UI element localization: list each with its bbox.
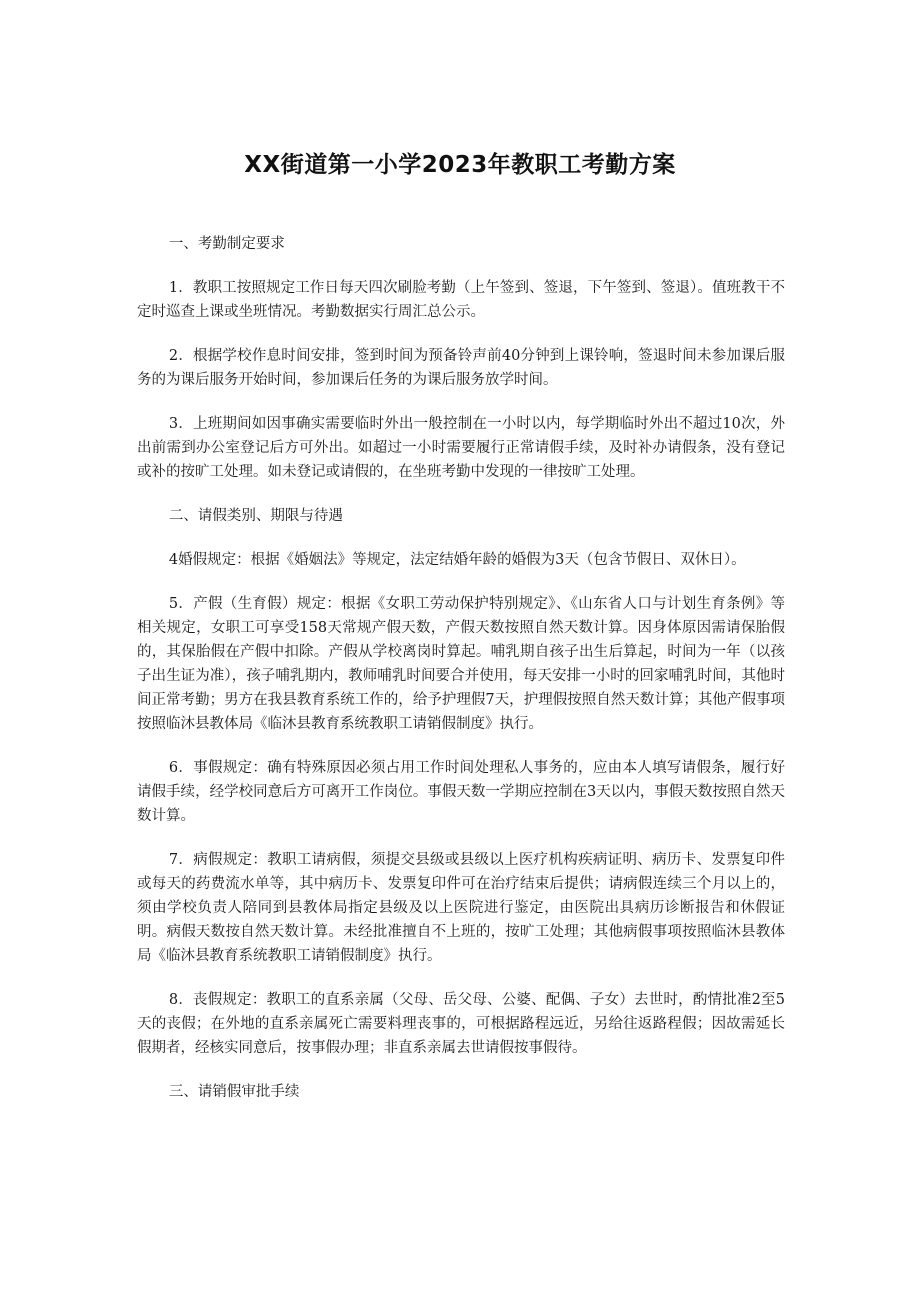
paragraph: 5．产假（生育假）规定：根据《女职工劳动保护特别规定》、《山东省人口与计划生育条例》等相关规定，女职工可享受158天常规产假天数，产假天数按照自然天数计算。因身体原因需请保胎假的，其保胎假在产假中扣除。产假从学校离岗时算起。哺乳期自孩子出生后算起，时间为一年（以孩子出生证为准），孩子哺乳期内，教师哺乳时间要合并使用，每天安排一小时的回家哺乳时间，其他时间正常考勤；男方在我县教育系统工作的，给予护理假7天，护理假按照自然天数计算；其他产假事项按照临沐县教体局《临沐县教育系统教职工请销假制度》执行。 [137,596,785,732]
section-heading: 二、请假类别、期限与待遇 [168,508,343,524]
paragraph: 2．根据学校作息时间安排，签到时间为预备铃声前40分钟到上课铃响，签退时间未参加课后服务的为课后服务开始时间，参加课后任务的为课后服务放学时间。 [137,348,785,388]
paragraph: 3．上班期间如因事确实需要临时外出一般控制在一小时以内，每学期临时外出不超过10次，外出前需到办公室登记后方可外出。如超过一小时需要履行正常请假手续，及时补办请假条，没有登记或补的按旷工处理。如未登记或请假的，在坐班考勤中发现的一律按旷工处理。 [137,416,785,480]
document-title: XX街道第一小学2023年教职工考勤方案 [244,152,676,178]
paragraph: 6．事假规定：确有特殊原因必须占用工作时间处理私人事务的，应由本人填写请假条，履行好请假手续，经学校同意后方可离开工作岗位。事假天数一学期应控制在3天以内，事假天数按照自然天数计算。 [137,760,785,824]
paragraph: 7．病假规定：教职工请病假，须提交县级或县级以上医疗机构疾病证明、病历卡、发票复印件或每天的药费流水单等，其中病历卡、发票复印件可在治疗结束后提供；请病假连续三个月以上的，须由学校负责人陪同到县教体局指定县级及以上医院进行鉴定，由医院出具病历诊断报告和休假证明。病假天数按自然天数计算。未经批准擅自不上班的，按旷工处理；其他病假事项按照临沐县教体局《临沐县教育系统教职工请销假制度》执行。 [137,852,785,964]
paragraph: 4婚假规定：根据《婚姻法》等规定，法定结婚年龄的婚假为3天（包含节假日、双休日）。 [168,552,746,568]
document-body [137,232,785,1124]
paragraph: 8．丧假规定：教职工的直系亲属（父母、岳父母、公婆、配偶、子女）去世时，酌情批准2至5天的丧假；在外地的直系亲属死亡需要料理丧事的，可根据路程远近，另给往返路程假；因故需延长假期者，经核实同意后，按事假办理；非直系亲属去世请假按事假待。 [137,992,785,1056]
paragraph: 1．教职工按照规定工作日每天四次刷脸考勤（上午签到、签退，下午签到、签退）。值班教干不定时巡查上课或坐班情况。考勤数据实行周汇总公示。 [137,280,785,320]
section-heading: 三、请销假审批手续 [168,1084,300,1100]
section-heading: 一、考勤制定要求 [168,236,285,252]
